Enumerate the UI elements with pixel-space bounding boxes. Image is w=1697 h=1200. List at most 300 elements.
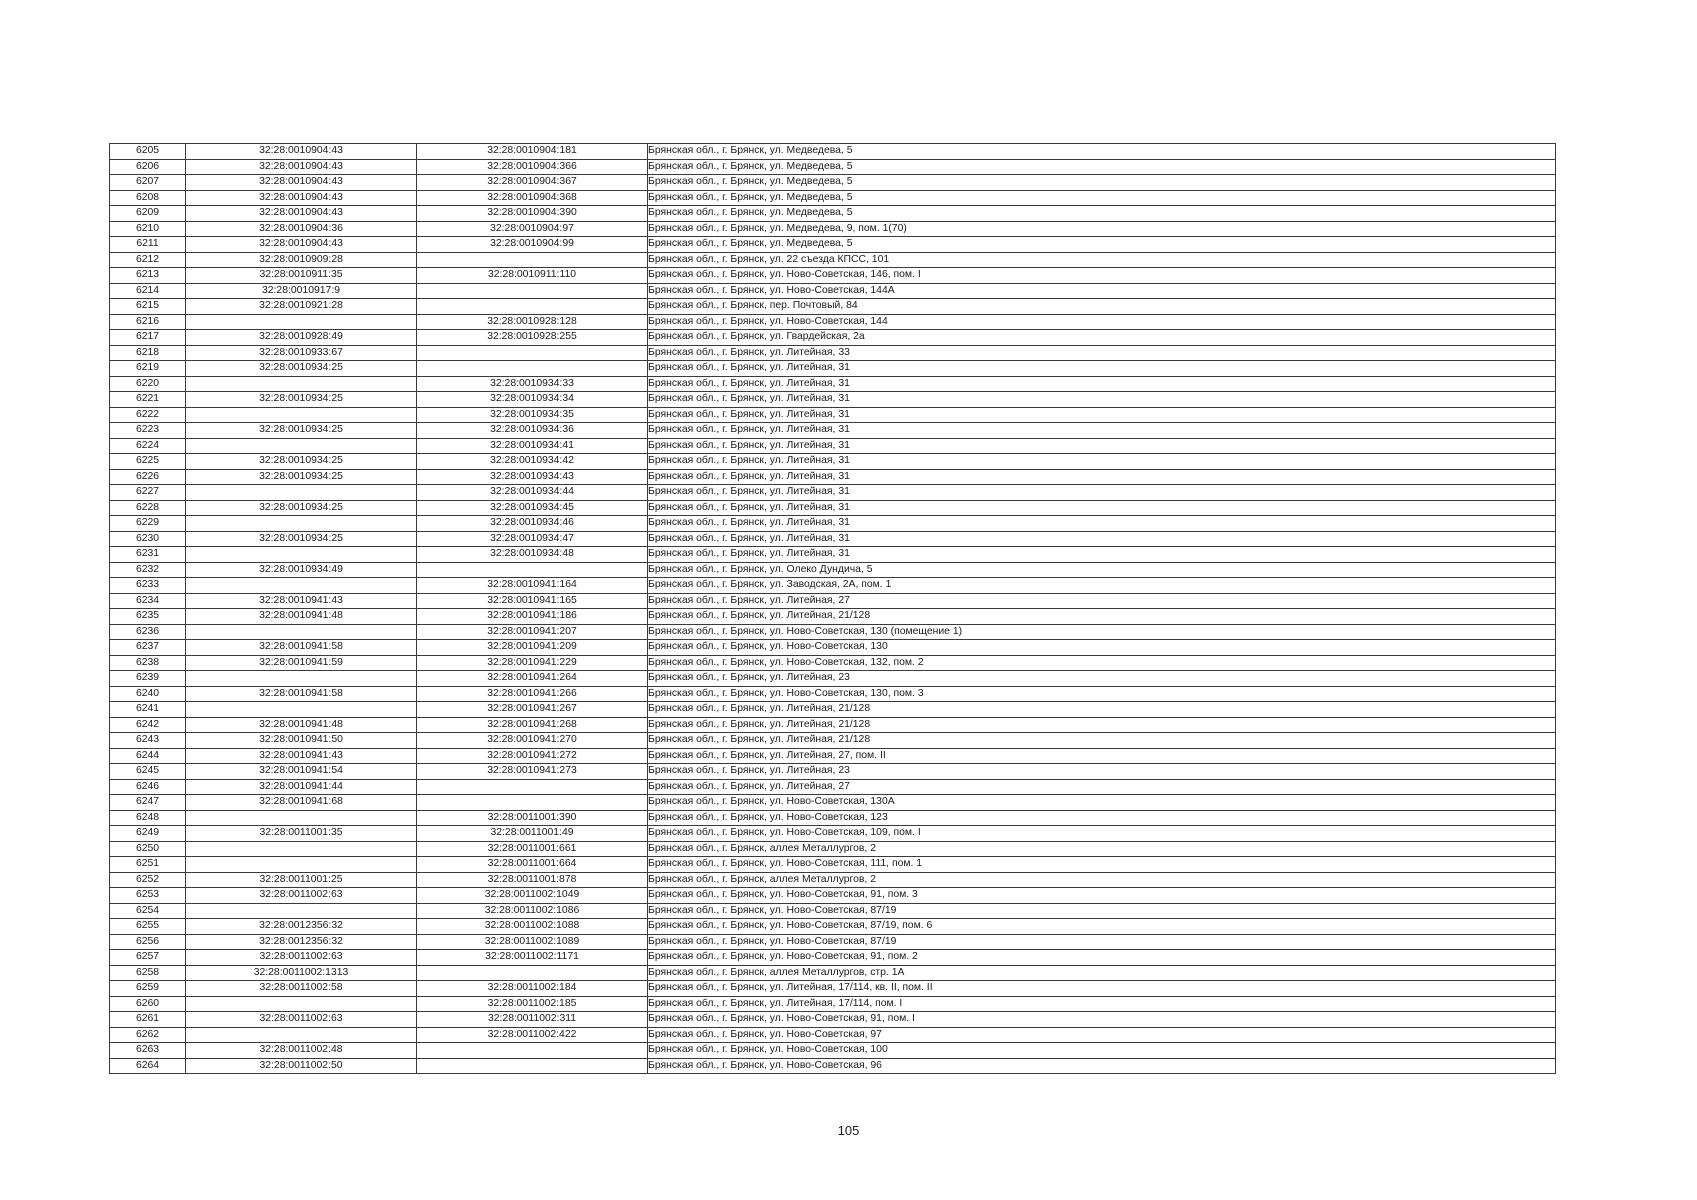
table-row xyxy=(110,562,1556,578)
parcel-number-cell: 32:28:0010904:36 xyxy=(186,221,417,237)
address-cell: Брянская обл., г. Брянск, ул. Литейная, 31 xyxy=(648,500,1556,516)
address-cell: Брянская обл., г. Брянск, ул. Литейная, 17/114, кв. II, пом. II xyxy=(648,981,1556,997)
parcel-number-cell: 32:28:0010941:54 xyxy=(186,764,417,780)
parcel-number-cell: 32:28:0012356:32 xyxy=(186,934,417,950)
parcel-number-cell: 32:28:0011002:63 xyxy=(186,888,417,904)
row-number-cell: 6233 xyxy=(110,578,186,594)
address-cell: Брянская обл., г. Брянск, ул. Ново-Советская, 87/19 xyxy=(648,934,1556,950)
object-number-cell: 32:28:0010941:186 xyxy=(417,609,648,625)
table-row xyxy=(110,516,1556,532)
table-row xyxy=(110,717,1556,733)
parcel-number-cell xyxy=(186,547,417,563)
table-row xyxy=(110,485,1556,501)
object-number-cell: 32:28:0010911:110 xyxy=(417,268,648,284)
table-row xyxy=(110,903,1556,919)
row-number-cell: 6237 xyxy=(110,640,186,656)
object-number-cell: 32:28:0010934:35 xyxy=(417,407,648,423)
row-number-cell: 6253 xyxy=(110,888,186,904)
row-number-cell: 6259 xyxy=(110,981,186,997)
object-number-cell: 32:28:0011002:185 xyxy=(417,996,648,1012)
table-row xyxy=(110,1027,1556,1043)
parcel-number-cell: 32:28:0010941:59 xyxy=(186,655,417,671)
address-cell: Брянская обл., г. Брянск, ул. Литейная, 17/114, пом. I xyxy=(648,996,1556,1012)
address-cell: Брянская обл., г. Брянск, ул. Медведева, 5 xyxy=(648,159,1556,175)
address-cell: Брянская обл., г. Брянск, ул. Литейная, 33 xyxy=(648,345,1556,361)
object-number-cell xyxy=(417,1058,648,1074)
row-number-cell: 6262 xyxy=(110,1027,186,1043)
row-number-cell: 6234 xyxy=(110,593,186,609)
address-cell: Брянская обл., г. Брянск, ул. Ново-Советская, 130 (помещение 1) xyxy=(648,624,1556,640)
parcel-number-cell: 32:28:0010934:25 xyxy=(186,469,417,485)
object-number-cell: 32:28:0010934:34 xyxy=(417,392,648,408)
table-row xyxy=(110,872,1556,888)
address-cell: Брянская обл., г. Брянск, ул. Ново-Советская, 111, пом. 1 xyxy=(648,857,1556,873)
table-row xyxy=(110,826,1556,842)
address-cell: Брянская обл., г. Брянск, ул. Гвардейская, 2а xyxy=(648,330,1556,346)
table-row xyxy=(110,919,1556,935)
object-number-cell: 32:28:0010941:266 xyxy=(417,686,648,702)
table-row xyxy=(110,454,1556,470)
object-number-cell: 32:28:0011002:1089 xyxy=(417,934,648,950)
row-number-cell: 6226 xyxy=(110,469,186,485)
object-number-cell xyxy=(417,252,648,268)
table-row xyxy=(110,345,1556,361)
table-row xyxy=(110,686,1556,702)
object-number-cell: 32:28:0010928:255 xyxy=(417,330,648,346)
address-cell: Брянская обл., г. Брянск, ул. Литейная, 31 xyxy=(648,392,1556,408)
row-number-cell: 6243 xyxy=(110,733,186,749)
parcel-number-cell xyxy=(186,702,417,718)
row-number-cell: 6249 xyxy=(110,826,186,842)
parcel-number-cell xyxy=(186,314,417,330)
table-row xyxy=(110,810,1556,826)
parcel-number-cell: 32:28:0010941:68 xyxy=(186,795,417,811)
object-number-cell: 32:28:0010941:229 xyxy=(417,655,648,671)
row-number-cell: 6252 xyxy=(110,872,186,888)
row-number-cell: 6222 xyxy=(110,407,186,423)
parcel-number-cell xyxy=(186,841,417,857)
address-cell: Брянская обл., г. Брянск, ул. Литейная, 31 xyxy=(648,376,1556,392)
parcel-number-cell: 32:28:0011002:58 xyxy=(186,981,417,997)
row-number-cell: 6218 xyxy=(110,345,186,361)
address-cell: Брянская обл., г. Брянск, ул. Литейная, 31 xyxy=(648,516,1556,532)
row-number-cell: 6254 xyxy=(110,903,186,919)
row-number-cell: 6260 xyxy=(110,996,186,1012)
object-number-cell: 32:28:0010904:99 xyxy=(417,237,648,253)
row-number-cell: 6246 xyxy=(110,779,186,795)
table-row xyxy=(110,996,1556,1012)
table-row xyxy=(110,640,1556,656)
registry-table xyxy=(109,143,1556,1074)
row-number-cell: 6255 xyxy=(110,919,186,935)
address-cell: Брянская обл., г. Брянск, ул. Ново-Советская, 91, пом. 3 xyxy=(648,888,1556,904)
parcel-number-cell: 32:28:0010941:48 xyxy=(186,609,417,625)
address-cell: Брянская обл., г. Брянск, ул. Литейная, 31 xyxy=(648,547,1556,563)
object-number-cell: 32:28:0010934:33 xyxy=(417,376,648,392)
row-number-cell: 6241 xyxy=(110,702,186,718)
address-cell: Брянская обл., г. Брянск, ул. Литейная, 31 xyxy=(648,454,1556,470)
table-row xyxy=(110,1012,1556,1028)
object-number-cell: 32:28:0010941:272 xyxy=(417,748,648,764)
object-number-cell: 32:28:0010934:47 xyxy=(417,531,648,547)
row-number-cell: 6244 xyxy=(110,748,186,764)
table-row xyxy=(110,733,1556,749)
parcel-number-cell xyxy=(186,996,417,1012)
row-number-cell: 6230 xyxy=(110,531,186,547)
parcel-number-cell: 32:28:0010934:25 xyxy=(186,423,417,439)
address-cell: Брянская обл., г. Брянск, ул. Литейная, 21/128 xyxy=(648,609,1556,625)
row-number-cell: 6227 xyxy=(110,485,186,501)
parcel-number-cell: 32:28:0010909:28 xyxy=(186,252,417,268)
parcel-number-cell: 32:28:0010904:43 xyxy=(186,144,417,160)
parcel-number-cell: 32:28:0010904:43 xyxy=(186,237,417,253)
address-cell: Брянская обл., г. Брянск, ул. Литейная, 27 xyxy=(648,779,1556,795)
parcel-number-cell: 32:28:0010941:58 xyxy=(186,640,417,656)
address-cell: Брянская обл., г. Брянск, ул. Литейная, 31 xyxy=(648,469,1556,485)
table-row xyxy=(110,934,1556,950)
parcel-number-cell xyxy=(186,810,417,826)
object-number-cell: 32:28:0010928:128 xyxy=(417,314,648,330)
table-row xyxy=(110,299,1556,315)
parcel-number-cell: 32:28:0010904:43 xyxy=(186,190,417,206)
table-row xyxy=(110,376,1556,392)
parcel-number-cell: 32:28:0010941:58 xyxy=(186,686,417,702)
parcel-number-cell: 32:28:0011002:50 xyxy=(186,1058,417,1074)
address-cell: Брянская обл., г. Брянск, ул. Ново-Советская, 87/19, пом. 6 xyxy=(648,919,1556,935)
table-row xyxy=(110,1058,1556,1074)
object-number-cell: 32:28:0010941:267 xyxy=(417,702,648,718)
table-row xyxy=(110,795,1556,811)
table-row xyxy=(110,1043,1556,1059)
row-number-cell: 6231 xyxy=(110,547,186,563)
address-cell: Брянская обл., г. Брянск, ул. Ново-Советская, 130А xyxy=(648,795,1556,811)
object-number-cell: 32:28:0010934:44 xyxy=(417,485,648,501)
address-cell: Брянская обл., г. Брянск, ул. Ново-Советская, 144А xyxy=(648,283,1556,299)
table-row xyxy=(110,283,1556,299)
address-cell: Брянская обл., г. Брянск, ул. Медведева, 5 xyxy=(648,190,1556,206)
address-cell: Брянская обл., г. Брянск, ул. Ново-Советская, 123 xyxy=(648,810,1556,826)
address-cell: Брянская обл., г. Брянск, ул. Литейная, 27, пом. II xyxy=(648,748,1556,764)
address-cell: Брянская обл., г. Брянск, ул. Ново-Советская, 132, пом. 2 xyxy=(648,655,1556,671)
address-cell: Брянская обл., г. Брянск, ул. Медведева, 5 xyxy=(648,206,1556,222)
parcel-number-cell: 32:28:0011002:63 xyxy=(186,1012,417,1028)
object-number-cell: 32:28:0011002:1086 xyxy=(417,903,648,919)
page-number: 105 xyxy=(837,1123,860,1138)
row-number-cell: 6213 xyxy=(110,268,186,284)
address-cell: Брянская обл., г. Брянск, ул. Ново-Советская, 97 xyxy=(648,1027,1556,1043)
object-number-cell xyxy=(417,965,648,981)
object-number-cell: 32:28:0010941:264 xyxy=(417,671,648,687)
row-number-cell: 6264 xyxy=(110,1058,186,1074)
table-row xyxy=(110,981,1556,997)
parcel-number-cell: 32:28:0012356:32 xyxy=(186,919,417,935)
table-row xyxy=(110,702,1556,718)
parcel-number-cell: 32:28:0011002:63 xyxy=(186,950,417,966)
registry-table-body xyxy=(110,144,1556,1074)
address-cell: Брянская обл., г. Брянск, ул. Литейная, 23 xyxy=(648,764,1556,780)
object-number-cell: 32:28:0010934:45 xyxy=(417,500,648,516)
address-cell: Брянская обл., г. Брянск, ул. Литейная, 21/128 xyxy=(648,702,1556,718)
table-row xyxy=(110,237,1556,253)
address-cell: Брянская обл., г. Брянск, ул. Литейная, 31 xyxy=(648,485,1556,501)
parcel-number-cell xyxy=(186,407,417,423)
object-number-cell: 32:28:0010941:273 xyxy=(417,764,648,780)
parcel-number-cell xyxy=(186,376,417,392)
address-cell: Брянская обл., г. Брянск, аллея Металлургов, 2 xyxy=(648,841,1556,857)
row-number-cell: 6208 xyxy=(110,190,186,206)
row-number-cell: 6219 xyxy=(110,361,186,377)
address-cell: Брянская обл., г. Брянск, ул. Ново-Советская, 144 xyxy=(648,314,1556,330)
parcel-number-cell xyxy=(186,671,417,687)
row-number-cell: 6229 xyxy=(110,516,186,532)
table-row xyxy=(110,206,1556,222)
row-number-cell: 6223 xyxy=(110,423,186,439)
table-row xyxy=(110,221,1556,237)
table-row xyxy=(110,438,1556,454)
object-number-cell: 32:28:0011001:661 xyxy=(417,841,648,857)
table-row xyxy=(110,407,1556,423)
address-cell: Брянская обл., г. Брянск, ул. Медведева, 9, пом. 1(70) xyxy=(648,221,1556,237)
row-number-cell: 6245 xyxy=(110,764,186,780)
row-number-cell: 6247 xyxy=(110,795,186,811)
row-number-cell: 6258 xyxy=(110,965,186,981)
table-row xyxy=(110,144,1556,160)
parcel-number-cell: 32:28:0010934:25 xyxy=(186,454,417,470)
row-number-cell: 6220 xyxy=(110,376,186,392)
object-number-cell: 32:28:0011002:311 xyxy=(417,1012,648,1028)
table-row xyxy=(110,593,1556,609)
row-number-cell: 6251 xyxy=(110,857,186,873)
object-number-cell: 32:28:0010904:97 xyxy=(417,221,648,237)
object-number-cell xyxy=(417,562,648,578)
table-row xyxy=(110,330,1556,346)
parcel-number-cell: 32:28:0011002:1313 xyxy=(186,965,417,981)
parcel-number-cell: 32:28:0010934:25 xyxy=(186,392,417,408)
object-number-cell: 32:28:0010941:165 xyxy=(417,593,648,609)
table-row xyxy=(110,500,1556,516)
object-number-cell: 32:28:0011001:664 xyxy=(417,857,648,873)
object-number-cell: 32:28:0010904:366 xyxy=(417,159,648,175)
row-number-cell: 6207 xyxy=(110,175,186,191)
row-number-cell: 6235 xyxy=(110,609,186,625)
parcel-number-cell: 32:28:0010934:25 xyxy=(186,361,417,377)
address-cell: Брянская обл., г. Брянск, пер. Почтовый, 84 xyxy=(648,299,1556,315)
row-number-cell: 6216 xyxy=(110,314,186,330)
object-number-cell: 32:28:0010904:390 xyxy=(417,206,648,222)
address-cell: Брянская обл., г. Брянск, ул. 22 съезда КПСС, 101 xyxy=(648,252,1556,268)
parcel-number-cell: 32:28:0010904:43 xyxy=(186,159,417,175)
object-number-cell: 32:28:0010904:181 xyxy=(417,144,648,160)
object-number-cell: 32:28:0011002:422 xyxy=(417,1027,648,1043)
row-number-cell: 6232 xyxy=(110,562,186,578)
parcel-number-cell xyxy=(186,438,417,454)
parcel-number-cell: 32:28:0010911:35 xyxy=(186,268,417,284)
parcel-number-cell: 32:28:0010941:43 xyxy=(186,748,417,764)
table-row xyxy=(110,965,1556,981)
parcel-number-cell xyxy=(186,578,417,594)
parcel-number-cell xyxy=(186,485,417,501)
row-number-cell: 6239 xyxy=(110,671,186,687)
row-number-cell: 6206 xyxy=(110,159,186,175)
object-number-cell: 32:28:0011002:1171 xyxy=(417,950,648,966)
row-number-cell: 6242 xyxy=(110,717,186,733)
object-number-cell xyxy=(417,779,648,795)
parcel-number-cell xyxy=(186,1027,417,1043)
row-number-cell: 6224 xyxy=(110,438,186,454)
address-cell: Брянская обл., г. Брянск, аллея Металлургов, 2 xyxy=(648,872,1556,888)
address-cell: Брянская обл., г. Брянск, ул. Медведева, 5 xyxy=(648,175,1556,191)
table-row xyxy=(110,609,1556,625)
object-number-cell: 32:28:0010941:270 xyxy=(417,733,648,749)
address-cell: Брянская обл., г. Брянск, ул. Медведева, 5 xyxy=(648,237,1556,253)
parcel-number-cell: 32:28:0010921:28 xyxy=(186,299,417,315)
object-number-cell: 32:28:0010904:367 xyxy=(417,175,648,191)
row-number-cell: 6236 xyxy=(110,624,186,640)
parcel-number-cell xyxy=(186,516,417,532)
row-number-cell: 6257 xyxy=(110,950,186,966)
parcel-number-cell: 32:28:0010934:25 xyxy=(186,500,417,516)
parcel-number-cell: 32:28:0010934:25 xyxy=(186,531,417,547)
object-number-cell: 32:28:0010941:268 xyxy=(417,717,648,733)
address-cell: Брянская обл., г. Брянск, ул. Ново-Советская, 130 xyxy=(648,640,1556,656)
address-cell: Брянская обл., г. Брянск, ул. Ново-Советская, 91, пом. 2 xyxy=(648,950,1556,966)
parcel-number-cell: 32:28:0011002:48 xyxy=(186,1043,417,1059)
table-row xyxy=(110,655,1556,671)
object-number-cell: 32:28:0010941:209 xyxy=(417,640,648,656)
parcel-number-cell xyxy=(186,624,417,640)
address-cell: Брянская обл., г. Брянск, ул. Литейная, 31 xyxy=(648,361,1556,377)
table-row xyxy=(110,423,1556,439)
table-row xyxy=(110,469,1556,485)
parcel-number-cell: 32:28:0010934:49 xyxy=(186,562,417,578)
row-number-cell: 6215 xyxy=(110,299,186,315)
table-row xyxy=(110,764,1556,780)
address-cell: Брянская обл., г. Брянск, ул. Заводская, 2А, пом. 1 xyxy=(648,578,1556,594)
address-cell: Брянская обл., г. Брянск, ул. Литейная, 23 xyxy=(648,671,1556,687)
row-number-cell: 6209 xyxy=(110,206,186,222)
table-row xyxy=(110,252,1556,268)
row-number-cell: 6205 xyxy=(110,144,186,160)
object-number-cell: 32:28:0011001:49 xyxy=(417,826,648,842)
address-cell: Брянская обл., г. Брянск, ул. Литейная, 31 xyxy=(648,438,1556,454)
address-cell: Брянская обл., г. Брянск, ул. Литейная, 21/128 xyxy=(648,733,1556,749)
row-number-cell: 6240 xyxy=(110,686,186,702)
object-number-cell xyxy=(417,299,648,315)
object-number-cell: 32:28:0010934:42 xyxy=(417,454,648,470)
table-row xyxy=(110,624,1556,640)
object-number-cell: 32:28:0010934:48 xyxy=(417,547,648,563)
row-number-cell: 6225 xyxy=(110,454,186,470)
row-number-cell: 6212 xyxy=(110,252,186,268)
address-cell: Брянская обл., г. Брянск, ул. Ново-Советская, 130, пом. 3 xyxy=(648,686,1556,702)
table-row xyxy=(110,268,1556,284)
address-cell: Брянская обл., г. Брянск, ул. Ново-Советская, 96 xyxy=(648,1058,1556,1074)
parcel-number-cell: 32:28:0010941:44 xyxy=(186,779,417,795)
table-row xyxy=(110,547,1556,563)
table-row xyxy=(110,671,1556,687)
parcel-number-cell: 32:28:0010933:67 xyxy=(186,345,417,361)
object-number-cell: 32:28:0010941:207 xyxy=(417,624,648,640)
address-cell: Брянская обл., г. Брянск, ул. Литейная, 27 xyxy=(648,593,1556,609)
parcel-number-cell: 32:28:0010941:43 xyxy=(186,593,417,609)
object-number-cell: 32:28:0010934:46 xyxy=(417,516,648,532)
parcel-number-cell xyxy=(186,903,417,919)
object-number-cell: 32:28:0010941:164 xyxy=(417,578,648,594)
row-number-cell: 6261 xyxy=(110,1012,186,1028)
address-cell: Брянская обл., г. Брянск, ул. Ново-Советская, 146, пом. I xyxy=(648,268,1556,284)
parcel-number-cell: 32:28:0010904:43 xyxy=(186,175,417,191)
object-number-cell: 32:28:0011002:1049 xyxy=(417,888,648,904)
address-cell: Брянская обл., г. Брянск, ул. Ново-Советская, 100 xyxy=(648,1043,1556,1059)
object-number-cell: 32:28:0010934:43 xyxy=(417,469,648,485)
table-row xyxy=(110,159,1556,175)
table-row xyxy=(110,857,1556,873)
row-number-cell: 6210 xyxy=(110,221,186,237)
address-cell: Брянская обл., г. Брянск, ул. Ново-Советская, 109, пом. I xyxy=(648,826,1556,842)
address-cell: Брянская обл., г. Брянск, ул. Литейная, 31 xyxy=(648,407,1556,423)
address-cell: Брянская обл., г. Брянск, ул. Литейная, 31 xyxy=(648,423,1556,439)
row-number-cell: 6238 xyxy=(110,655,186,671)
row-number-cell: 6214 xyxy=(110,283,186,299)
row-number-cell: 6217 xyxy=(110,330,186,346)
parcel-number-cell: 32:28:0011001:25 xyxy=(186,872,417,888)
object-number-cell xyxy=(417,361,648,377)
row-number-cell: 6263 xyxy=(110,1043,186,1059)
object-number-cell: 32:28:0011002:1088 xyxy=(417,919,648,935)
address-cell: Брянская обл., г. Брянск, ул. Литейная, 31 xyxy=(648,531,1556,547)
parcel-number-cell: 32:28:0010917:9 xyxy=(186,283,417,299)
object-number-cell xyxy=(417,345,648,361)
parcel-number-cell xyxy=(186,857,417,873)
address-cell: Брянская обл., г. Брянск, ул. Медведева, 5 xyxy=(648,144,1556,160)
row-number-cell: 6221 xyxy=(110,392,186,408)
parcel-number-cell: 32:28:0010941:50 xyxy=(186,733,417,749)
table-row xyxy=(110,748,1556,764)
object-number-cell xyxy=(417,795,648,811)
object-number-cell: 32:28:0010904:368 xyxy=(417,190,648,206)
table-row xyxy=(110,950,1556,966)
object-number-cell: 32:28:0010934:36 xyxy=(417,423,648,439)
row-number-cell: 6248 xyxy=(110,810,186,826)
table-row xyxy=(110,779,1556,795)
parcel-number-cell: 32:28:0010904:43 xyxy=(186,206,417,222)
object-number-cell xyxy=(417,1043,648,1059)
address-cell: Брянская обл., г. Брянск, аллея Металлургов, стр. 1А xyxy=(648,965,1556,981)
address-cell: Брянская обл., г. Брянск, ул. Ново-Советская, 87/19 xyxy=(648,903,1556,919)
object-number-cell xyxy=(417,283,648,299)
row-number-cell: 6211 xyxy=(110,237,186,253)
object-number-cell: 32:28:0011002:184 xyxy=(417,981,648,997)
parcel-number-cell: 32:28:0010928:49 xyxy=(186,330,417,346)
table-row xyxy=(110,175,1556,191)
table-row xyxy=(110,190,1556,206)
table-row xyxy=(110,531,1556,547)
table-row xyxy=(110,841,1556,857)
address-cell: Брянская обл., г. Брянск, ул. Олеко Дундича, 5 xyxy=(648,562,1556,578)
table-row xyxy=(110,578,1556,594)
address-cell: Брянская обл., г. Брянск, ул. Литейная, 21/128 xyxy=(648,717,1556,733)
parcel-number-cell: 32:28:0010941:48 xyxy=(186,717,417,733)
table-row xyxy=(110,888,1556,904)
object-number-cell: 32:28:0011001:390 xyxy=(417,810,648,826)
table-row xyxy=(110,361,1556,377)
table-row xyxy=(110,314,1556,330)
parcel-number-cell: 32:28:0011001:35 xyxy=(186,826,417,842)
row-number-cell: 6256 xyxy=(110,934,186,950)
table-row xyxy=(110,392,1556,408)
object-number-cell: 32:28:0010934:41 xyxy=(417,438,648,454)
row-number-cell: 6228 xyxy=(110,500,186,516)
